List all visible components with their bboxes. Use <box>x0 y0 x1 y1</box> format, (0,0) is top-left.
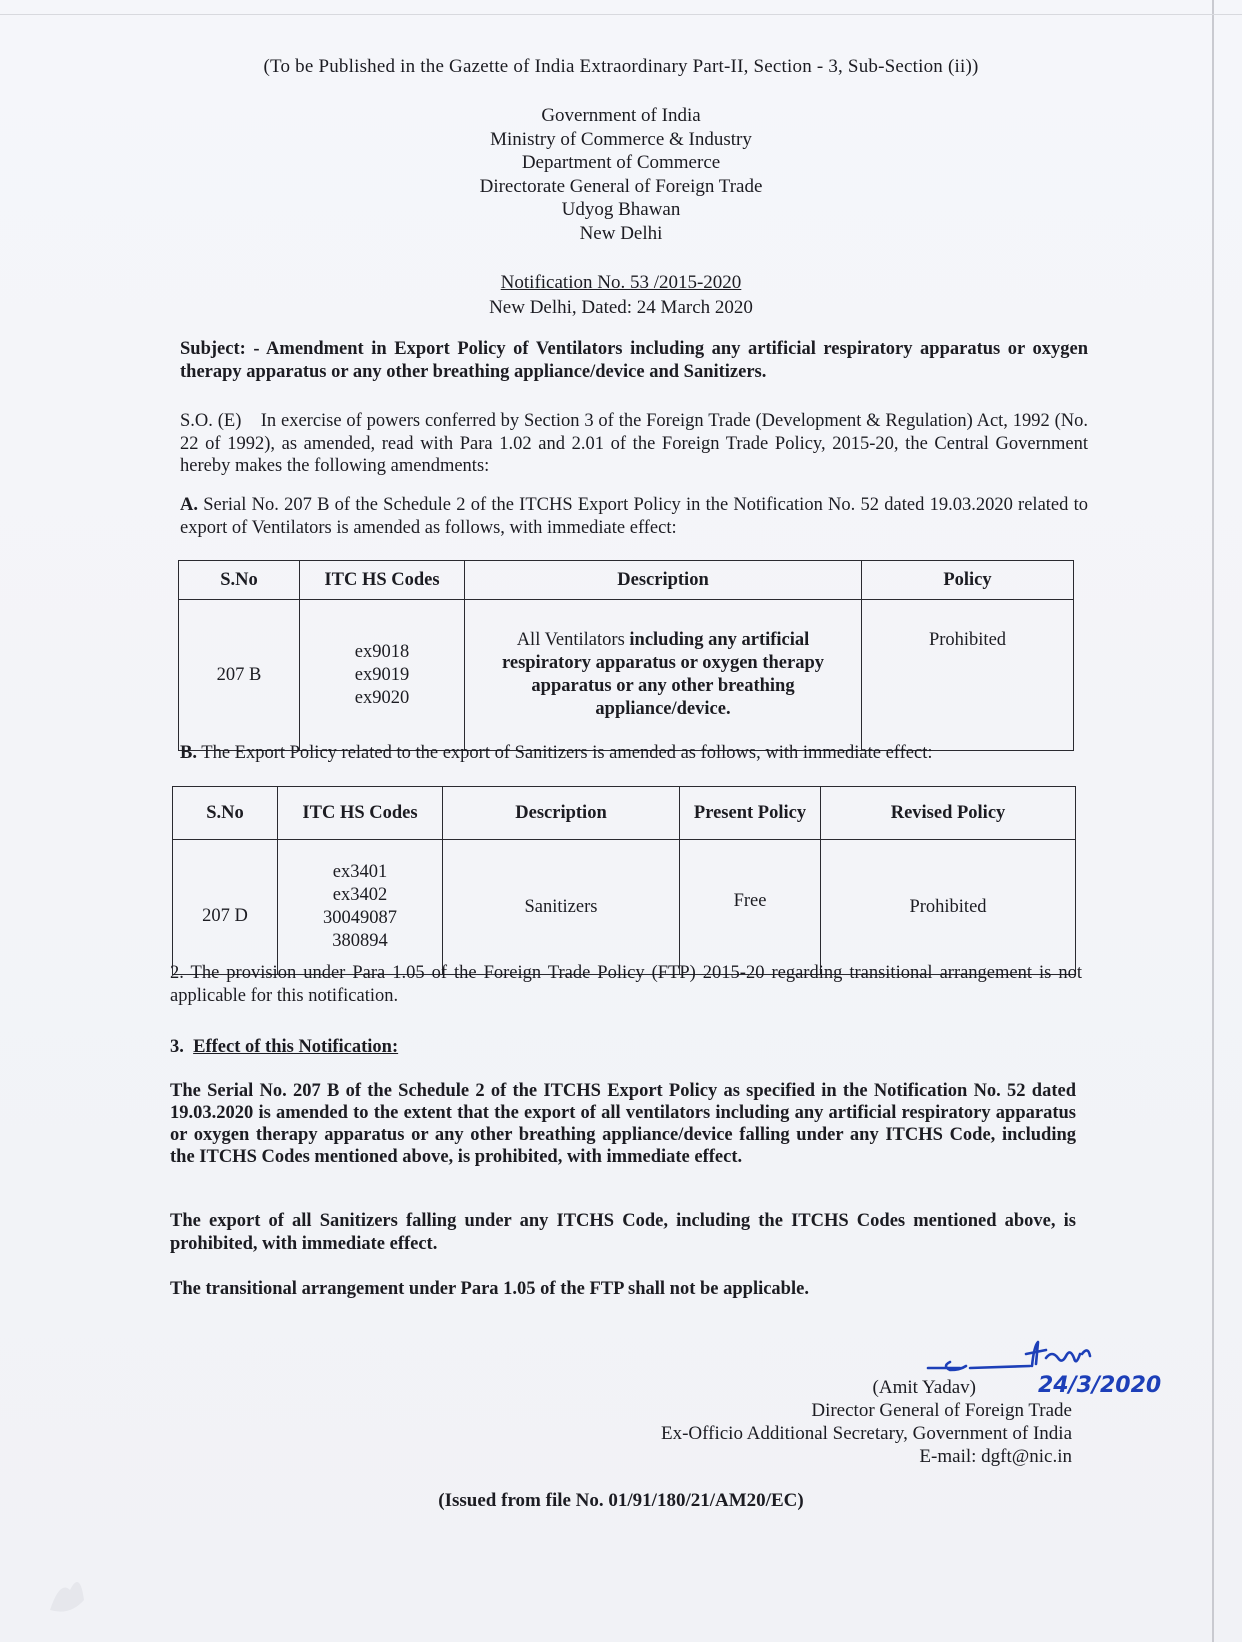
page-edge-top <box>0 14 1242 15</box>
column-header: Description <box>465 561 862 600</box>
hs-code: 30049087 <box>323 908 397 928</box>
effect-paragraph: The transitional arrangement under Para 1.05 of the FTP shall not be applicable. <box>170 1279 809 1299</box>
section-a-body: Serial No. 207 B of the Schedule 2 of the ITCHS Export Policy in the Notification No. 52 dated 19.03.2020 related to export of Ventilators is amended as follows, with immediate effect: <box>180 495 1089 538</box>
hs-code: ex3402 <box>332 885 388 905</box>
cell-present-policy: Free <box>680 840 821 975</box>
table-header-row <box>179 561 1074 600</box>
cell-description <box>465 600 862 751</box>
organization-block <box>0 104 1242 245</box>
effect-paragraph: The export of all Sanitizers falling under any ITCHS Code, including the ITCHS Codes mentioned above, is prohibited, with immediate effect. <box>170 1211 1076 1254</box>
cell-sno: 207 D <box>173 840 278 975</box>
hs-code: 380894 <box>332 931 388 951</box>
section-b-text <box>180 742 1088 765</box>
description-plain: All Ventilators <box>516 630 630 650</box>
effect-heading <box>170 1036 1078 1059</box>
hs-code: ex3401 <box>332 862 388 882</box>
org-line: Directorate General of Foreign Trade <box>479 175 763 197</box>
column-header: Description <box>443 787 680 840</box>
notification-block <box>0 270 1242 320</box>
effect-paragraph: The Serial No. 207 B of the Schedule 2 of the ITCHS Export Policy as specified in the Notification No. 52 dated 19.03.2020 is amended to the extent that the export of all ventilators including any artificial respiratory apparatus or oxygen therapy apparatus or any other breathing appliance/device falling under any ITCHS Code, including the ITCHS Codes mentioned above, is prohibited, with immediate effect. <box>170 1081 1076 1167</box>
so-paragraph: S.O. (E) In exercise of powers conferred by Section 3 of the Foreign Trade (Development & Regulation) Act, 1992 (No. 22 of 1992), as amended, read with Para 1.02 and 2.01 of the Foreign Trade Policy, 2015-20, the Central Government hereby makes the following amendments: <box>180 411 1093 476</box>
cell-description: Sanitizers <box>443 840 680 975</box>
cell-codes <box>278 840 443 975</box>
ventilators-table <box>178 560 1074 751</box>
notification-number: Notification No. 53 /2015-2020 <box>500 272 742 293</box>
column-header: S.No <box>173 787 278 840</box>
hs-code: ex9018 <box>354 641 410 662</box>
column-header: Revised Policy <box>821 787 1076 840</box>
cell-codes <box>300 600 465 751</box>
section-b-body: The Export Policy related to the export of Sanitizers is amended as follows, with immediate effect: <box>201 743 933 763</box>
sanitizers-table <box>172 786 1076 975</box>
column-header: ITC HS Codes <box>278 787 443 840</box>
table-row <box>173 840 1076 975</box>
signatory-name: (Amit Yadav) <box>872 1377 976 1398</box>
paragraph-2: 2. The provision under Para 1.05 of the Foreign Trade Policy (FTP) 2015-20 regarding transitional arrangement is not applicable for this notification. <box>170 963 1082 1006</box>
org-line: Udyog Bhawan <box>561 199 681 220</box>
page-edge <box>1212 0 1214 1642</box>
hs-code: ex9019 <box>354 664 410 685</box>
column-header: Policy <box>862 561 1074 600</box>
table-row <box>179 600 1074 751</box>
signature-block <box>661 1376 1072 1468</box>
hs-code: ex9020 <box>354 687 410 708</box>
column-header: S.No <box>179 561 300 600</box>
org-line: Government of India <box>541 105 701 126</box>
org-line: New Delhi <box>579 222 663 244</box>
signatory-email: E-mail: dgft@nic.in <box>919 1446 1072 1467</box>
signatory-designation: Director General of Foreign Trade <box>811 1400 1072 1421</box>
cell-policy: Prohibited <box>862 600 1074 751</box>
issued-from: (Issued from file No. 01/91/180/21/AM20/EC) <box>438 1490 804 1511</box>
handwritten-date: 24/3/2020 <box>1038 1373 1162 1396</box>
org-line: Department of Commerce <box>521 152 721 173</box>
description-bold: including any artificial respiratory apparatus or oxygen therapy apparatus or any other breathing appliance/device. <box>501 630 825 719</box>
effect-number: 3. <box>170 1037 184 1057</box>
column-header: ITC HS Codes <box>300 561 465 600</box>
notification-date: New Delhi, Dated: 24 March 2020 <box>489 297 753 318</box>
subject: Subject: - Amendment in Export Policy of Ventilators including any artificial respiratory apparatus or oxygen therapy apparatus or any other breathing appliance/device and Sanitizers. <box>180 339 1088 382</box>
signatory-additional: Ex-Officio Additional Secretary, Government of India <box>660 1423 1072 1444</box>
cell-revised-policy: Prohibited <box>821 840 1076 975</box>
org-line: Ministry of Commerce & Industry <box>490 128 752 150</box>
column-header: Present Policy <box>680 787 821 840</box>
section-a-marker: A. <box>180 495 198 515</box>
effect-title: Effect of this Notification: <box>193 1037 399 1057</box>
cell-sno: 207 B <box>179 600 300 751</box>
section-b-marker: B. <box>180 743 197 763</box>
table-header-row <box>173 787 1076 840</box>
paper-smudge <box>40 1560 90 1620</box>
section-a-text <box>180 494 1088 539</box>
gazette-line: (To be Published in the Gazette of India Extraordinary Part-II, Section - 3, Sub-Section (ii)) <box>263 56 979 77</box>
